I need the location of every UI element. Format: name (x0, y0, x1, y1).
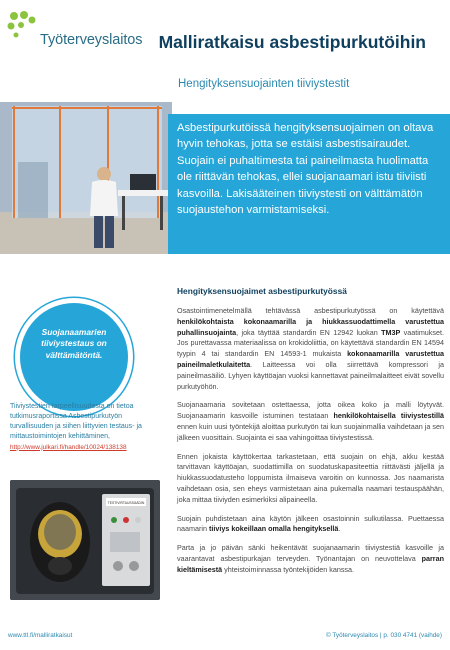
text-run: Suojain puhdistetaan aina käytön jälkeen osastoinnin sulkutilassa. Puettaessa naamarin (177, 513, 444, 534)
bold-text: TM3P (381, 327, 401, 337)
text-run: yhteistoiminnassa työntekijöiden kanssa. (222, 564, 354, 574)
footer-contact: © Työterveyslaitos | p. 030 4741 (vaihde) (325, 632, 442, 639)
page-title: Malliratkaisu asbestipurkutöihin (158, 32, 426, 52)
logo-text: Työterveyslaitos (40, 32, 143, 48)
research-report-link[interactable]: http://www.julkari.fi/handle/10024/138138 (10, 443, 127, 451)
paragraph-3 (177, 452, 444, 506)
ttl-logo-icon (6, 10, 38, 42)
text-run: Parta ja jo päivän sänki heikentävät suojanaamarin tiiviystestiä kasvoille ja vaarantavat asbestipurkajan terveyden. Työnantajan on neuvottelava (177, 543, 444, 563)
paragraph-5 (177, 543, 444, 575)
paragraph-1 (177, 306, 444, 392)
paragraph-2 (177, 400, 444, 443)
text-run: ennen kuin uusi työntekijä aloittaa purkutyön tai kun suojainmallia vaihdetaan ja sen jälkeen vuosittain. Suojainta ei saa vahingoittaa tiiviystestissä. (177, 421, 444, 442)
research-note (10, 402, 160, 452)
intro-text: Asbestipurkutöissä hengityksensuojaimen on oltava hyvin tehokas, jotta se estäisi asbestisairaudet. Suojain ei puhaltimesta tai paineilmasta huolimatta ole riittävän tehokas, ellei suojanaamari istu tiiviisti kasvoilla. Lakisääteinen tiiviystesti on välttämätön suojaustehon varmistamiseksi. (177, 122, 434, 217)
text-run: . Laitteessa voi olla siirrettävä kompressori ja paineilmasäiliö. Lyhyen käyttöajan vuoksi kannettavat paineilmalaitteet eivät sovellu purkutyöhön. (177, 359, 444, 391)
asbestos-workstation-photo (0, 102, 172, 254)
text-run: . (338, 524, 341, 534)
callout-text: Suojanaamarien tiiviystestaus on välttämätöntä. (41, 327, 107, 360)
page-header (0, 0, 450, 90)
article-heading: Hengityksensuojaimet asbestipurkutyössä (177, 286, 347, 296)
footer-website-link[interactable]: www.ttl.fi/malliratkaisut (8, 632, 73, 639)
paragraph-4 (177, 514, 444, 536)
text-run: Osastointimenetelmällä tehtävässä asbestipurkutyössä on käytettävä (177, 306, 444, 315)
page-subtitle: Hengityksensuojainten tiiviystestit (178, 78, 350, 90)
main-article (177, 286, 444, 584)
ttl-logo[interactable] (6, 10, 156, 46)
bold-text: henkilökohtaista kokonaamarilla ja hiukkassuodattimella varustettua puhallinsuojainta (177, 316, 444, 337)
bold-text: kokonaamarilla varustettua paineilmaletkulaitetta (177, 349, 444, 369)
text-run: vaatimukset. Jos purettavassa materiaalissa on krokidoliittia, on käytettävä standardin EN 14594 tyypin 4 tai standardin EN 14593-1 mukaista (177, 327, 444, 359)
text-run: Ennen jokaista käyttökertaa tarkastetaan, että suojain on ehjä, akku kestää tarvittavan käyttöajan, suodattimilla on suodatuskapasiteettia riittävästi jäljellä ja hiukkassuodatusteho loppumista ilmaiseva varoitin on kunnossa. Jos naamarista vaihdetaan osia, sen eheys varmistetaan aina pukemalla naamari testauspäähän, joka mittaa tiiviyden esimerkiksi alipaineella. (177, 451, 444, 504)
text-run: , joka täyttää standardin EN 12942 luokan (236, 327, 382, 337)
test-unit-label: TESTIVIRTAUSSÄÄDIN (107, 501, 145, 505)
bold-text: henkilökohtaisella tiiviystestillä (333, 411, 444, 421)
text-run: Suojanaamaria sovitetaan ostettaessa, jotta oikea koko ja malli löytyvät. Suojanaamarin kasvoille istuminen testataan (177, 400, 444, 421)
callout-badge (15, 298, 133, 416)
bold-text: parran kieltämisestä (177, 553, 444, 574)
bold-text: tiiviys kokeillaan omalla hengityksellä (208, 524, 339, 534)
fit-test-kit-photo (10, 480, 160, 600)
research-note-text: Tiiviystestien tarpeellisuudesta on tietoa tutkimusraportissa Asbestipurkutyön turvallisuuden ja siihen liittyvien testaus- ja mittaustoimintojen kehittäminen, (10, 403, 142, 441)
